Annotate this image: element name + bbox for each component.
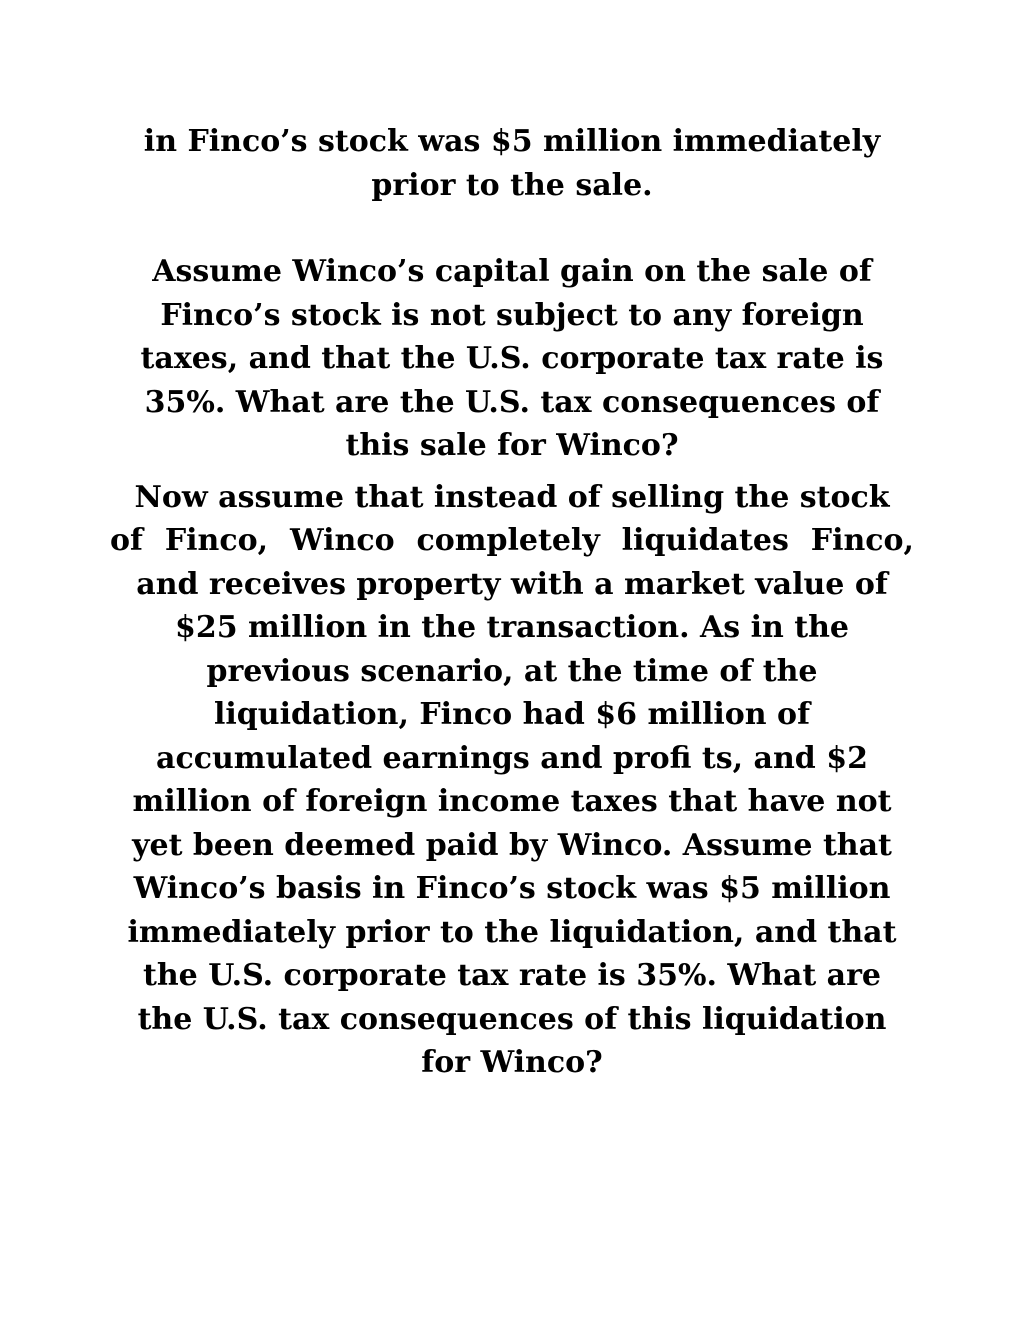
text-line: yet been deemed paid by Winco. Assume that <box>132 827 892 863</box>
document-page <box>110 120 914 1085</box>
text-line: prior to the sale. <box>371 167 653 203</box>
text-line: and receives property with a market value of <box>136 566 888 602</box>
text-line: the U.S. tax consequences of this liquidation <box>137 1001 887 1037</box>
text-line: in Finco’s stock was $5 million immediately <box>143 124 881 159</box>
text-line: liquidation, Finco had $6 million of <box>214 697 810 732</box>
text-line: for Winco? <box>421 1045 603 1080</box>
text-line: of Finco, Winco completely liquidates Finco, <box>110 523 914 558</box>
text-line: Now assume that instead of selling the stock <box>134 479 890 515</box>
text-line: the U.S. corporate tax rate is 35%. What are <box>143 958 881 993</box>
text-line: $25 million in the transaction. As in the <box>174 610 849 645</box>
text-line: taxes, and that the U.S. corporate tax rate is <box>140 341 884 376</box>
text-line: 35%. What are the U.S. tax consequences of <box>144 384 880 420</box>
text-line: million of foreign income taxes that have not <box>132 784 892 819</box>
text-line: accumulated earnings and profi ts, and $2 <box>156 740 868 776</box>
text-line: Assume Winco’s capital gain on the sale of <box>152 254 872 289</box>
text-line: immediately prior to the liquidation, and that <box>127 914 897 950</box>
paragraph-liquidation-question <box>110 476 914 1085</box>
text-line: Finco’s stock is not subject to any foreign <box>160 297 864 333</box>
text-line: Winco’s basis in Finco’s stock was $5 million <box>133 871 891 906</box>
text-line: this sale for Winco? <box>345 428 679 463</box>
paragraph-sale-question <box>110 250 914 468</box>
paragraph-sale-basis <box>110 120 914 207</box>
text-line: previous scenario, at the time of the <box>206 653 818 689</box>
